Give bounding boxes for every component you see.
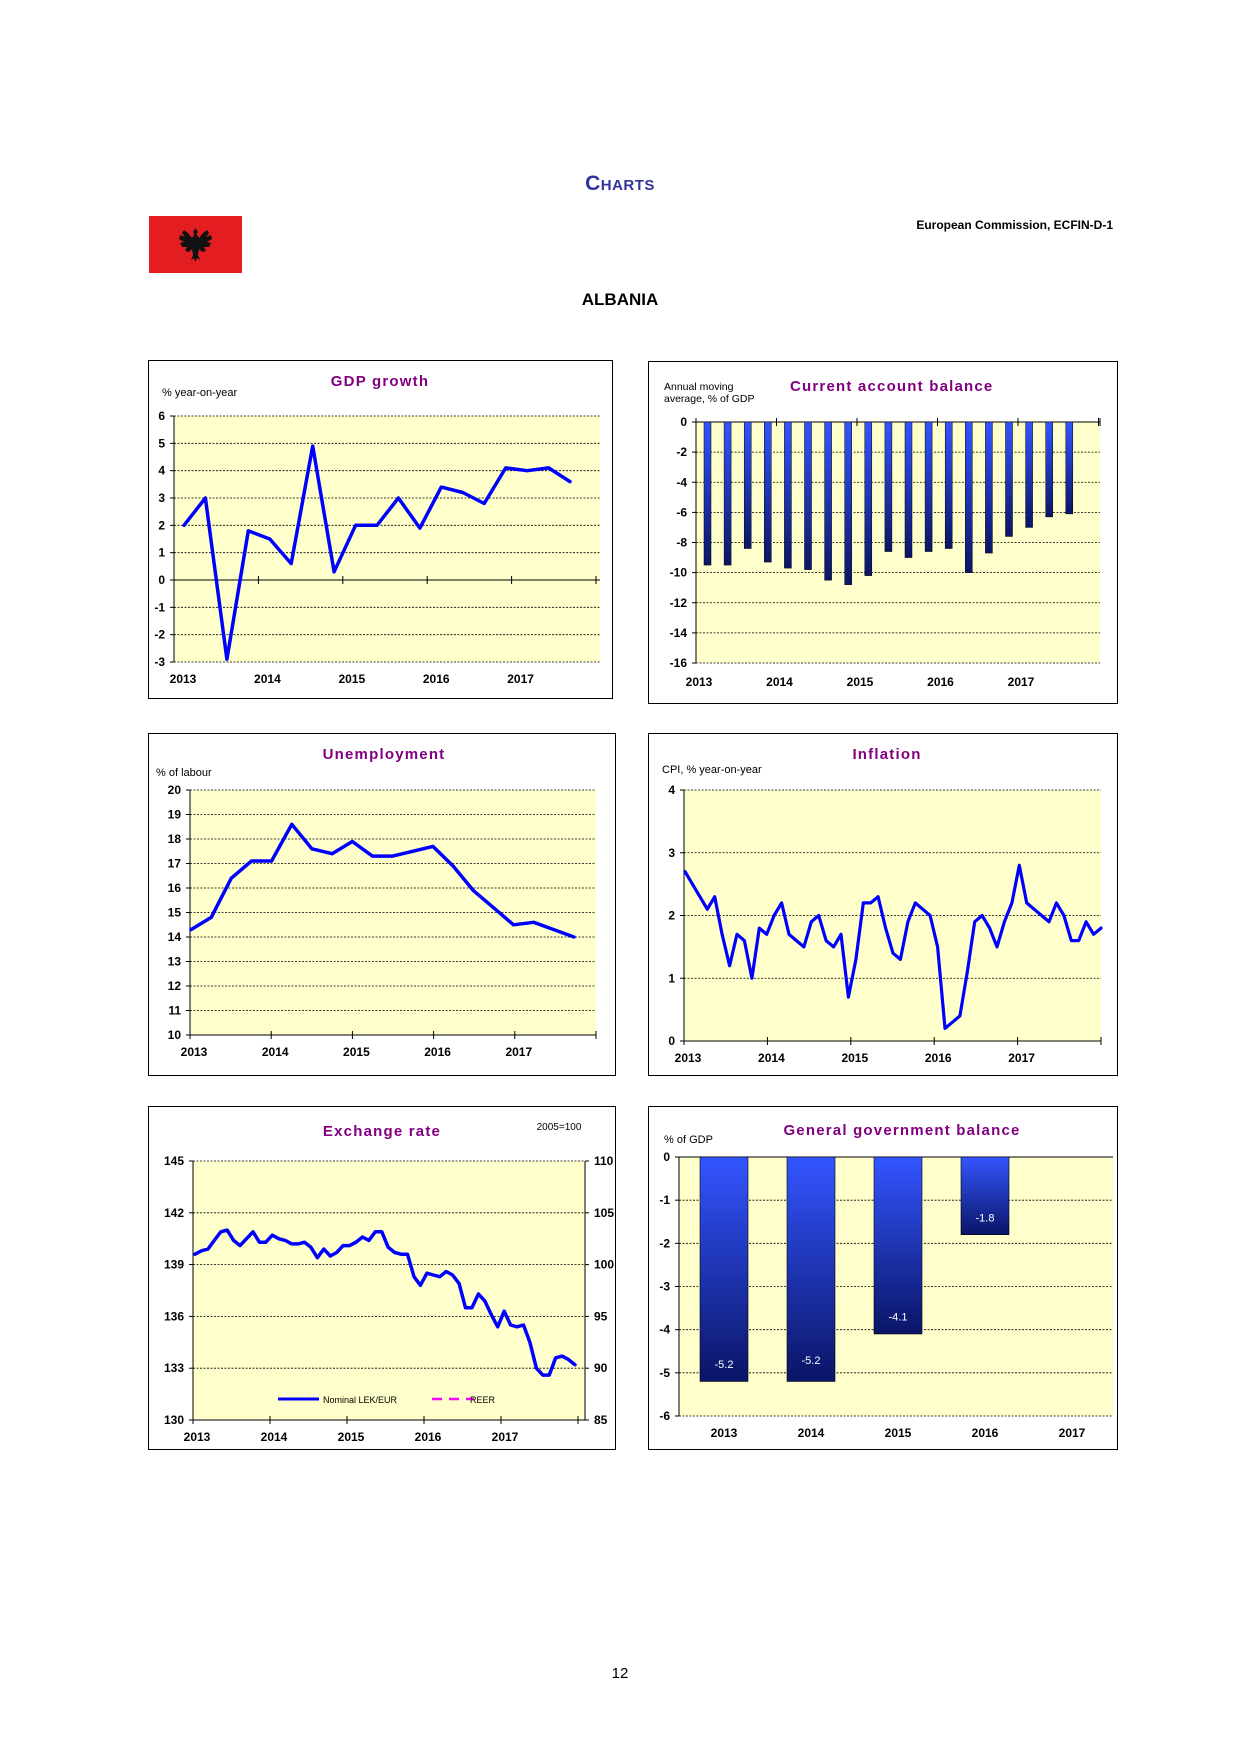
y-tick-label: 139 <box>163 1257 184 1272</box>
bar <box>1066 422 1073 514</box>
albania-flag-icon <box>149 216 242 273</box>
bar <box>744 422 751 549</box>
bar <box>724 422 731 565</box>
x-tick-label: 2014 <box>797 1426 825 1440</box>
y-tick-label: 10 <box>167 1028 181 1042</box>
legend-label-reer: REER <box>470 1395 496 1405</box>
inflation-chart <box>648 733 1118 1076</box>
y-tick-label: -5 <box>659 1365 670 1380</box>
y-tick-label: -3 <box>154 655 165 669</box>
y-tick-label: 2 <box>668 908 675 923</box>
y-tick-label: -6 <box>676 505 687 520</box>
y-tick-label: -1 <box>659 1193 670 1208</box>
y-tick-label: -14 <box>669 625 687 640</box>
y-tick-label: -4 <box>659 1322 670 1337</box>
y-tick-label: 0 <box>158 573 165 587</box>
x-tick-label: 2013 <box>183 1430 211 1444</box>
page-title: Charts <box>585 172 655 195</box>
y-axis-label-line-1: Annual moving <box>664 381 734 393</box>
x-tick-label: 2016 <box>924 1051 952 1065</box>
x-tick-label: 2017 <box>1008 1051 1035 1065</box>
y2-tick-label: 95 <box>594 1309 608 1324</box>
chart-title: GDP growth <box>330 373 430 390</box>
legend-label-nominal: Nominal LEK/EUR <box>323 1395 398 1405</box>
y-tick-label: 12 <box>167 979 181 993</box>
x-tick-label: 2017 <box>505 1045 533 1059</box>
bar <box>985 422 992 553</box>
source-note: European Commission, ECFIN-D-1 <box>916 218 1113 232</box>
bar-data-label: -1.8 <box>975 1212 995 1225</box>
x-tick-label: 2016 <box>424 1045 451 1059</box>
exchange-rate-svg <box>148 1106 616 1450</box>
y-tick-label: 11 <box>168 1003 181 1018</box>
chart-title: Unemployment <box>322 746 446 763</box>
y-tick-label: 1 <box>158 545 165 560</box>
government-balance-svg <box>648 1106 1118 1450</box>
y-tick-label: -2 <box>659 1236 670 1251</box>
y-tick-label: 3 <box>158 491 165 505</box>
y-tick-label: -6 <box>659 1409 670 1423</box>
x-tick-label: 2015 <box>846 675 874 689</box>
y-tick-label: 5 <box>158 436 165 451</box>
y-tick-label: 0 <box>663 1150 670 1164</box>
y-tick-label: 18 <box>167 832 181 846</box>
x-tick-label: 2015 <box>841 1051 869 1065</box>
bar-data-label: -4.1 <box>888 1311 908 1324</box>
x-tick-label: 2016 <box>927 675 954 689</box>
y-tick-label: -3 <box>659 1279 670 1294</box>
y-axis-label: CPI, % year-on-year <box>662 764 762 776</box>
y-tick-label: -10 <box>669 565 687 580</box>
unemployment-chart <box>148 733 616 1076</box>
bar <box>1026 422 1033 527</box>
y-tick-label: 130 <box>163 1413 184 1427</box>
x-tick-label: 2014 <box>758 1051 785 1065</box>
gdp-growth-svg <box>148 360 613 699</box>
y-tick-label: -2 <box>676 445 687 460</box>
y-tick-label: 6 <box>158 409 165 423</box>
x-tick-label: 2013 <box>169 672 197 686</box>
x-tick-label: 2017 <box>491 1430 519 1444</box>
y-tick-label: 145 <box>163 1154 184 1168</box>
x-tick-label: 2014 <box>254 672 281 686</box>
y-tick-label: 15 <box>167 905 181 920</box>
x-tick-label: 2015 <box>337 1430 365 1444</box>
y-tick-label: -4 <box>676 475 687 490</box>
y-tick-label: 13 <box>167 954 181 969</box>
x-tick-label: 2017 <box>1007 675 1035 689</box>
bar <box>845 422 852 585</box>
chart-title: Inflation <box>852 746 922 763</box>
unemployment-svg <box>148 733 616 1076</box>
y-tick-label: 14 <box>167 930 181 944</box>
current-account-svg <box>648 361 1118 704</box>
y-tick-label: 0 <box>680 415 687 429</box>
y2-tick-label: 100 <box>594 1257 615 1272</box>
y-tick-label: 19 <box>167 807 181 822</box>
y2-tick-label: 105 <box>594 1205 615 1220</box>
y-tick-label: 133 <box>163 1361 184 1376</box>
x-tick-label: 2014 <box>766 675 793 689</box>
bar <box>1046 422 1053 517</box>
gdp-growth-chart <box>148 360 613 699</box>
x-tick-label: 2016 <box>971 1426 999 1440</box>
x-tick-label: 2015 <box>343 1045 370 1059</box>
chart-title: General government balance <box>783 1122 1021 1139</box>
current-account-chart <box>648 361 1118 704</box>
x-tick-label: 2016 <box>422 672 450 686</box>
bar <box>1006 422 1013 536</box>
x-tick-label: 2016 <box>414 1430 442 1444</box>
y2-tick-label: 110 <box>594 1154 614 1168</box>
country-title: ALBANIA <box>581 290 659 309</box>
y-axis-label: % of labour <box>156 767 212 779</box>
y-tick-label: 2 <box>158 518 165 533</box>
y-tick-label: 17 <box>167 856 181 871</box>
chart-title: Exchange rate <box>322 1123 442 1140</box>
x-tick-label: 2013 <box>674 1051 702 1065</box>
bar <box>865 422 872 576</box>
y-tick-label: -8 <box>676 535 687 550</box>
bar <box>784 422 791 568</box>
y-tick-label: 3 <box>668 845 675 860</box>
y2-tick-label: 90 <box>594 1361 608 1376</box>
government-balance-chart <box>648 1106 1118 1450</box>
page-number: 12 <box>611 1665 629 1682</box>
x-tick-label: 2014 <box>261 1045 289 1059</box>
bar <box>825 422 832 580</box>
y-tick-label: -2 <box>154 627 165 642</box>
y-tick-label: 0 <box>668 1034 675 1048</box>
bar <box>945 422 952 549</box>
y-tick-label: -1 <box>154 600 165 615</box>
y-tick-label: 4 <box>158 463 165 478</box>
bar <box>787 1157 835 1381</box>
bar <box>965 422 972 573</box>
bar <box>700 1157 748 1381</box>
chart-title: Current account balance <box>790 378 994 395</box>
y-tick-label: 136 <box>163 1309 184 1324</box>
plot-area <box>174 416 600 662</box>
y-tick-label: 4 <box>668 783 675 797</box>
inflation-svg <box>648 733 1118 1076</box>
x-tick-label: 2013 <box>685 675 713 689</box>
bar-data-label: -5.2 <box>801 1354 821 1367</box>
y-tick-label: -12 <box>669 595 687 610</box>
bar <box>764 422 771 562</box>
plot-area <box>193 1161 585 1420</box>
bar <box>874 1157 922 1334</box>
bar <box>805 422 812 570</box>
y-tick-label: 1 <box>668 971 675 986</box>
x-tick-label: 2013 <box>710 1426 738 1440</box>
y-tick-label: -16 <box>669 656 687 670</box>
x-tick-label: 2015 <box>338 672 366 686</box>
y2-tick-label: 85 <box>594 1413 608 1427</box>
bar <box>704 422 711 565</box>
base-year-note: 2005=100 <box>536 1122 582 1133</box>
x-tick-label: 2013 <box>180 1045 208 1059</box>
y-tick-label: 142 <box>163 1205 184 1220</box>
x-tick-label: 2017 <box>1058 1426 1086 1440</box>
y-axis-label-line-2: average, % of GDP <box>664 393 755 405</box>
x-tick-label: 2015 <box>884 1426 912 1440</box>
bar <box>905 422 912 558</box>
bar-data-label: -5.2 <box>714 1359 734 1372</box>
y-tick-label: 20 <box>167 783 181 797</box>
y-axis-label: % of GDP <box>664 1134 713 1146</box>
x-tick-label: 2017 <box>507 672 534 686</box>
bar <box>925 422 932 552</box>
bar <box>885 422 892 552</box>
y-axis-label: % year-on-year <box>162 387 238 399</box>
exchange-rate-chart <box>148 1106 616 1450</box>
y-tick-label: 16 <box>167 881 181 895</box>
x-tick-label: 2014 <box>260 1430 288 1444</box>
